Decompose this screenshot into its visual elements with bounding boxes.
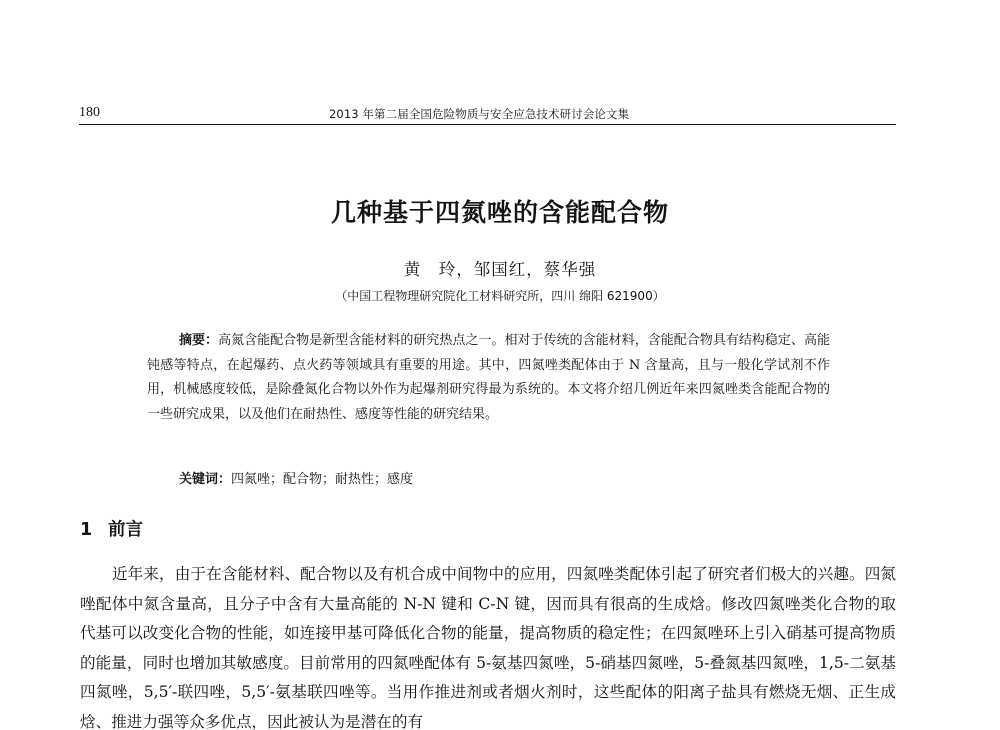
- keywords-line: [179, 470, 413, 490]
- abstract-label: 摘要：: [179, 333, 219, 348]
- author-affiliation: （中国工程物理研究院化工材料研究所，四川 绵阳 621900）: [335, 289, 665, 303]
- keywords-label: 关键词：: [179, 472, 232, 487]
- paper-title: 几种基于四氮唑的含能配合物: [330, 198, 669, 227]
- section-number: 1: [80, 520, 93, 540]
- section-title: 前言: [108, 520, 143, 540]
- keywords-text: 四氮唑；配合物；耐热性；感度: [231, 472, 414, 487]
- author-list: 黄 玲，邹国红，蔡华强: [403, 260, 597, 279]
- section-heading: [80, 518, 143, 542]
- running-head-title: 2013 年第二届全国危险物质与安全应急技术研讨会论文集: [329, 107, 630, 121]
- running-header: [79, 104, 896, 125]
- body-paragraph: 近年来，由于在含能材料、配合物以及有机合成中间物中的应用，四氮唑类配体引起了研究者们极大的兴趣。四氮唑配体中氮含量高，且分子中含有大量高能的 N-N 键和 C-N 键，因而具有很高的生成焓。修改四氮唑类化合物的取代基可以改变化合物的性能，如连接甲基可降低化合物的能量，提高物质的稳定性；在四氮唑环上引入硝基可提高物质的能量，同时也增加其敏感度。目前常用的四氮唑配体有 5-氨基四氮唑，5-硝基四氮唑，5-叠氮基四氮唑，1,5-二氨基四氮唑，5,5′-联四唑，5,5′-氨基联四唑等。当用作推进剂或者烟火剂时，这些配体的阳离子盐具有燃烧无烟、正生成焓、推进力强等众多优点，因此被认为是潜在的有: [80, 565, 896, 730]
- abstract-text: 高氮含能配合物是新型含能材料的研究热点之一。相对于传统的含能材料，含能配合物具有结构稳定、高能钝感等特点，在起爆药、点火药等领域具有重要的用途。其中，四氮唑类配体由于 N 含量高，且与一般化学试剂不作用，机械感度较低，是除叠氮化合物以外作为起爆剂研究得最为系统的。本文将介绍几例近年来四氮唑类含能配合物的一些研究成果，以及他们在耐热性、感度等性能的研究结果。: [147, 333, 830, 422]
- page-number: 180: [79, 105, 100, 120]
- abstract-block: [147, 329, 830, 427]
